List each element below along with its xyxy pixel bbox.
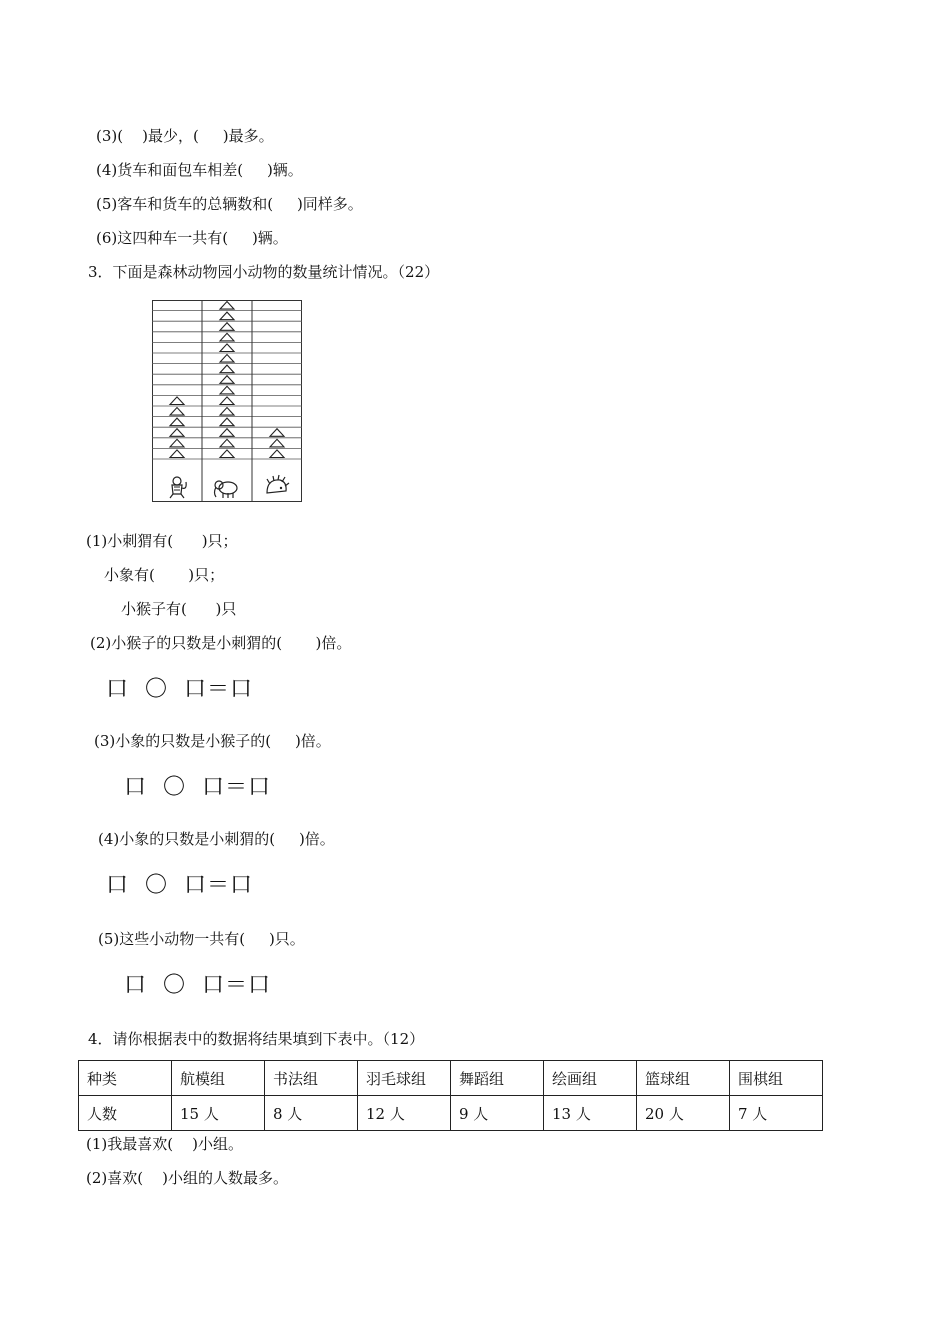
elephant-icon: [215, 481, 238, 498]
monkey-icon: [170, 477, 186, 498]
hedgehog-icon: [267, 475, 289, 493]
group-name-cell: 航模组: [172, 1061, 265, 1096]
triangle-mark-elephant: [220, 344, 234, 352]
triangle-mark-monkey: [170, 408, 184, 416]
group-name-cell: 围棋组: [730, 1061, 823, 1096]
q3-item-5: (5)这些小动物一共有( )只。: [98, 930, 305, 948]
q3-item-1-elephant: 小象有( )只；: [104, 566, 225, 584]
group-count-cell: 7 人: [730, 1096, 823, 1131]
triangle-mark-elephant: [220, 397, 234, 405]
group-count-cell: 12 人: [358, 1096, 451, 1131]
group-count-cell: 20 人: [637, 1096, 730, 1131]
triangle-mark-elephant: [220, 376, 234, 384]
q3-item-1: (1)小刺猬有( )只；: [86, 532, 238, 550]
triangle-mark-elephant: [220, 450, 234, 458]
group-name-cell: 篮球组: [637, 1061, 730, 1096]
group-count-cell: 8 人: [265, 1096, 358, 1131]
q3-heading: 3．下面是森林动物园小动物的数量统计情况。（22）: [88, 263, 440, 281]
triangle-mark-hedgehog: [270, 429, 284, 437]
pictograph-marks: [170, 302, 284, 458]
triangle-mark-elephant: [220, 312, 234, 320]
triangle-mark-elephant: [220, 355, 234, 363]
triangle-mark-monkey: [170, 418, 184, 426]
q4-item-2: (2)喜欢( )小组的人数最多。: [86, 1169, 289, 1187]
triangle-mark-monkey: [170, 450, 184, 458]
table-row: [79, 1096, 823, 1131]
q3-item-4: (4)小象的只数是小刺猬的( )倍。: [98, 830, 335, 848]
triangle-mark-monkey: [170, 397, 184, 405]
table-row-label: 人数: [79, 1096, 172, 1131]
q2-item-3: (3)( )最少，( )最多。: [96, 127, 274, 145]
triangle-mark-monkey: [170, 429, 184, 437]
triangle-mark-elephant: [220, 418, 234, 426]
group-name-cell: 羽毛球组: [358, 1061, 451, 1096]
q3-item-2: (2)小猴子的只数是小刺猬的( )倍。: [90, 634, 352, 652]
group-count-cell: 15 人: [172, 1096, 265, 1131]
q4-item-1: (1)我最喜欢( )小组。: [86, 1135, 244, 1153]
equation-blank-3: 口 〇 口＝口: [124, 775, 271, 800]
group-count-cell: 9 人: [451, 1096, 544, 1131]
triangle-mark-monkey: [170, 439, 184, 447]
group-name-cell: 舞蹈组: [451, 1061, 544, 1096]
animal-pictograph: [152, 300, 302, 502]
equation-blank-5: 口 〇 口＝口: [124, 973, 271, 998]
q3-item-1-monkey: 小猴子有( )只: [121, 600, 237, 618]
equation-blank-4: 口 〇 口＝口: [106, 873, 253, 898]
triangle-mark-hedgehog: [270, 450, 284, 458]
q3-item-3: (3)小象的只数是小猴子的( )倍。: [94, 732, 331, 750]
equation-blank-2: 口 〇 口＝口: [106, 677, 253, 702]
interest-group-table: [78, 1060, 823, 1131]
table-row: [79, 1061, 823, 1096]
group-count-cell: 13 人: [544, 1096, 637, 1131]
triangle-mark-elephant: [220, 429, 234, 437]
triangle-mark-elephant: [220, 365, 234, 373]
triangle-mark-elephant: [220, 333, 234, 341]
triangle-mark-elephant: [220, 386, 234, 394]
group-name-cell: 书法组: [265, 1061, 358, 1096]
q2-item-5: (5)客车和货车的总辆数和( )同样多。: [96, 195, 363, 213]
triangle-mark-hedgehog: [270, 439, 284, 447]
triangle-mark-elephant: [220, 302, 234, 310]
q4-heading: 4．请你根据表中的数据将结果填到下表中。（12）: [88, 1030, 425, 1048]
q2-item-4: (4)货车和面包车相差( )辆。: [96, 161, 303, 179]
q2-item-6: (6)这四种车一共有( )辆。: [96, 229, 288, 247]
table-row-label: 种类: [79, 1061, 172, 1096]
triangle-mark-elephant: [220, 408, 234, 416]
triangle-mark-elephant: [220, 323, 234, 331]
triangle-mark-elephant: [220, 439, 234, 447]
group-name-cell: 绘画组: [544, 1061, 637, 1096]
